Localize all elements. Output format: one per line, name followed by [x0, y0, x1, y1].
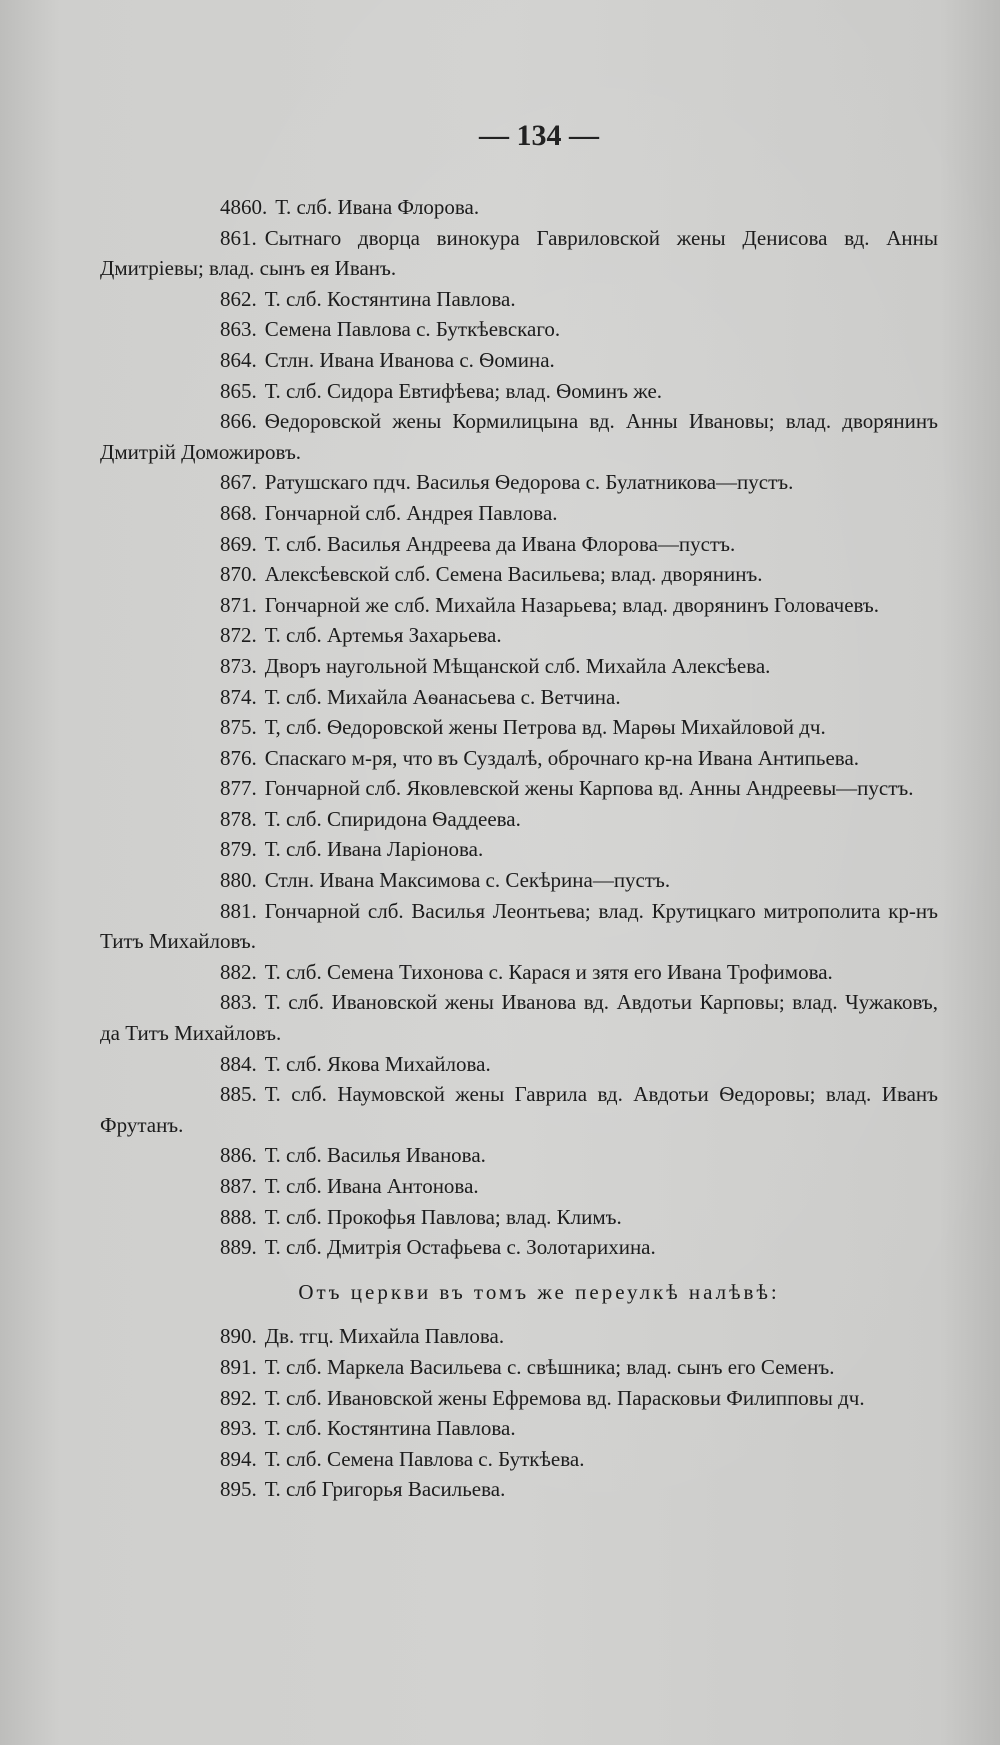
list-item	[100, 651, 938, 682]
entry-text: Гончарной слб. Яковлевской жены Карпова вд. Анны Андреевы—пустъ.	[264, 776, 914, 801]
list-item	[100, 682, 938, 713]
section-heading: Отъ церкви въ томъ же переулкѣ налѣвѣ:	[298, 1279, 780, 1304]
entry-text: Гончарной слб. Андрея Павлова.	[264, 500, 558, 525]
list-item	[100, 865, 938, 896]
entry-number: 871.	[220, 592, 257, 617]
entry-number: 884.	[220, 1051, 257, 1076]
list-item	[100, 1079, 938, 1140]
entry-text: Сытнаго дворца винокура Гавриловской жены Денисова вд. Анны Дмитріевы; влад. сынъ ея Иванъ.	[100, 225, 938, 281]
entries-before-list	[100, 192, 938, 1263]
entry-text: Гончарной же слб. Михайла Назарьева; влад. дворянинъ Головачевъ.	[264, 592, 880, 617]
list-item	[100, 896, 938, 957]
list-item	[100, 529, 938, 560]
list-item	[100, 498, 938, 529]
entry-text: Стлн. Ивана Иванова с. Ѳомина.	[264, 347, 555, 372]
list-item	[100, 1049, 938, 1080]
entry-number: 867.	[220, 470, 257, 495]
list-item	[100, 834, 938, 865]
list-item	[100, 987, 938, 1048]
page-text	[100, 118, 938, 1505]
entry-number: 870.	[220, 562, 257, 587]
entry-number: 4860.	[220, 195, 268, 219]
entry-number: 880.	[220, 868, 257, 893]
entry-number: 883.	[220, 990, 257, 1015]
entry-number: 878.	[220, 806, 257, 831]
entry-number: 892.	[220, 1385, 257, 1410]
entry-number: 864.	[220, 347, 257, 372]
entry-text: Т. слб. Маркела Васильева с. свѣшника; влад. сынъ его Семенъ.	[264, 1354, 835, 1379]
entry-text: Т. слб. Ивана Ларіонова.	[264, 837, 484, 862]
entry-number: 881.	[220, 898, 257, 923]
list-item	[100, 1444, 938, 1475]
entry-text: Т. слб. Семена Тихонова с. Карася и зятя его Ивана Трофимова.	[264, 959, 833, 984]
entry-text: Т. слб. Василья Андреева да Ивана Флорова—пустъ.	[264, 531, 736, 556]
entry-number: 866.	[220, 409, 257, 434]
entry-text: Т. слб. Ивановской жены Ефремова вд. Парасковьи Филипповы дч.	[264, 1385, 865, 1410]
entry-text: Т. слб. Сидора Евтифѣева; влад. Ѳоминъ же.	[264, 378, 663, 403]
entry-text: Т, слб. Ѳедоровской жены Петрова вд. Марѳы Михайловой дч.	[264, 715, 826, 740]
entry-number: 874.	[220, 684, 257, 709]
entry-number: 893.	[220, 1416, 257, 1441]
list-item	[100, 467, 938, 498]
entry-text: Гончарной слб. Василья Леонтьева; влад. Крутицкаго митрополита кр-нъ Титъ Михайловъ.	[100, 898, 938, 954]
list-item	[100, 712, 938, 743]
entry-number: 868.	[220, 500, 257, 525]
entry-text: Т. слб. Василья Иванова.	[264, 1143, 486, 1168]
list-item	[100, 773, 938, 804]
entry-number: 863.	[220, 317, 257, 342]
entry-number: 872.	[220, 623, 257, 648]
entry-text: Т. слб. Костянтина Павлова.	[264, 286, 516, 311]
list-item	[100, 1474, 938, 1505]
entry-number: 889.	[220, 1235, 257, 1260]
entry-text: Т. слб Григорья Васильева.	[264, 1477, 506, 1502]
list-item	[100, 559, 938, 590]
list-item	[100, 1202, 938, 1233]
entry-number: 886.	[220, 1143, 257, 1168]
entry-number: 876.	[220, 745, 257, 770]
entry-text: Спаскаго м-ря, что въ Суздалѣ, оброчнаго кр-на Ивана Антипьева.	[264, 745, 860, 770]
entry-number: 887.	[220, 1174, 257, 1198]
list-item	[100, 223, 938, 284]
list-item	[100, 1383, 938, 1414]
entry-text: Дворъ наугольной Мѣщанской слб. Михайла Алексѣева.	[264, 653, 771, 678]
list-item	[100, 1232, 938, 1263]
list-item	[100, 1140, 938, 1171]
entry-number: 875.	[220, 715, 257, 740]
entry-text: Т. слб. Михайла Аѳанасьева с. Ветчина.	[264, 684, 621, 709]
list-item	[100, 1352, 938, 1383]
list-item	[100, 743, 938, 774]
entry-text: Т. слб. Артемья Захарьева.	[264, 623, 502, 648]
entry-number: 894.	[220, 1446, 257, 1471]
entry-number: 877.	[220, 776, 257, 801]
entry-text: Ѳедоровской жены Кормилицына вд. Анны Ивановы; влад. дворянинъ Дмитрій Доможировъ.	[100, 409, 938, 464]
entry-number: 895.	[220, 1477, 257, 1502]
list-item	[100, 314, 938, 345]
entry-text: Семена Павлова с. Буткѣевскаго.	[264, 317, 561, 342]
entry-text: Т. слб. Костянтина Павлова.	[264, 1416, 516, 1441]
list-item	[100, 376, 938, 407]
entry-number: 882.	[220, 959, 257, 984]
list-item	[100, 804, 938, 835]
entry-text: Т. слб. Наумовской жены Гаврила вд. Авдотьи Ѳедоровы; влад. Иванъ Фрутанъ.	[100, 1082, 938, 1137]
entry-text: Т. слб. Ивана Антонова.	[264, 1174, 479, 1198]
entry-number: 862.	[220, 286, 257, 311]
list-item	[100, 192, 938, 223]
list-item	[100, 620, 938, 651]
entry-text: Т. слб. Якова Михайлова.	[264, 1051, 491, 1076]
entry-number: 885.	[220, 1082, 257, 1107]
list-item	[100, 345, 938, 376]
entry-number: 891.	[220, 1354, 257, 1379]
entry-text: Т. слб. Спиридона Ѳаддеева.	[264, 806, 521, 831]
entry-text: Т. слб. Дмитрія Остафьева с. Золотарихина.	[264, 1235, 656, 1260]
list-item	[100, 1413, 938, 1444]
entry-number: 861.	[220, 225, 257, 250]
list-item	[100, 1321, 938, 1352]
entry-text: Т. слб. Семена Павлова с. Буткѣева.	[264, 1446, 585, 1471]
list-item	[100, 284, 938, 315]
entry-text: Т. слб. Ивановской жены Иванова вд. Авдотьи Карповы; влад. Чужаковъ, да Титъ Михайловъ.	[100, 990, 938, 1046]
entry-number: 865.	[220, 378, 257, 403]
entry-number: 890.	[220, 1324, 257, 1349]
entry-number: 888.	[220, 1204, 257, 1229]
entries-after-list	[100, 1321, 938, 1505]
entry-text: Дв. тгц. Михайла Павлова.	[264, 1324, 505, 1349]
list-item	[100, 957, 938, 988]
entry-number: 869.	[220, 531, 257, 556]
entry-number: 873.	[220, 653, 257, 678]
entry-text: Алексѣевской слб. Семена Васильева; влад. дворянинъ.	[264, 562, 763, 587]
entry-text: Т. слб. Прокофья Павлова; влад. Климъ.	[264, 1204, 622, 1229]
list-item	[100, 1171, 938, 1202]
entry-text: Стлн. Ивана Максимова с. Секѣрина—пустъ.	[264, 868, 671, 893]
entry-text: Ратушскаго пдч. Василья Ѳедорова с. Булатникова—пустъ.	[264, 470, 794, 495]
page-number: — 134 —	[479, 119, 599, 152]
entry-text: Т. слб. Ивана Флорова.	[275, 195, 480, 219]
list-item	[100, 406, 938, 467]
entry-number: 879.	[220, 837, 257, 862]
list-item	[100, 590, 938, 621]
